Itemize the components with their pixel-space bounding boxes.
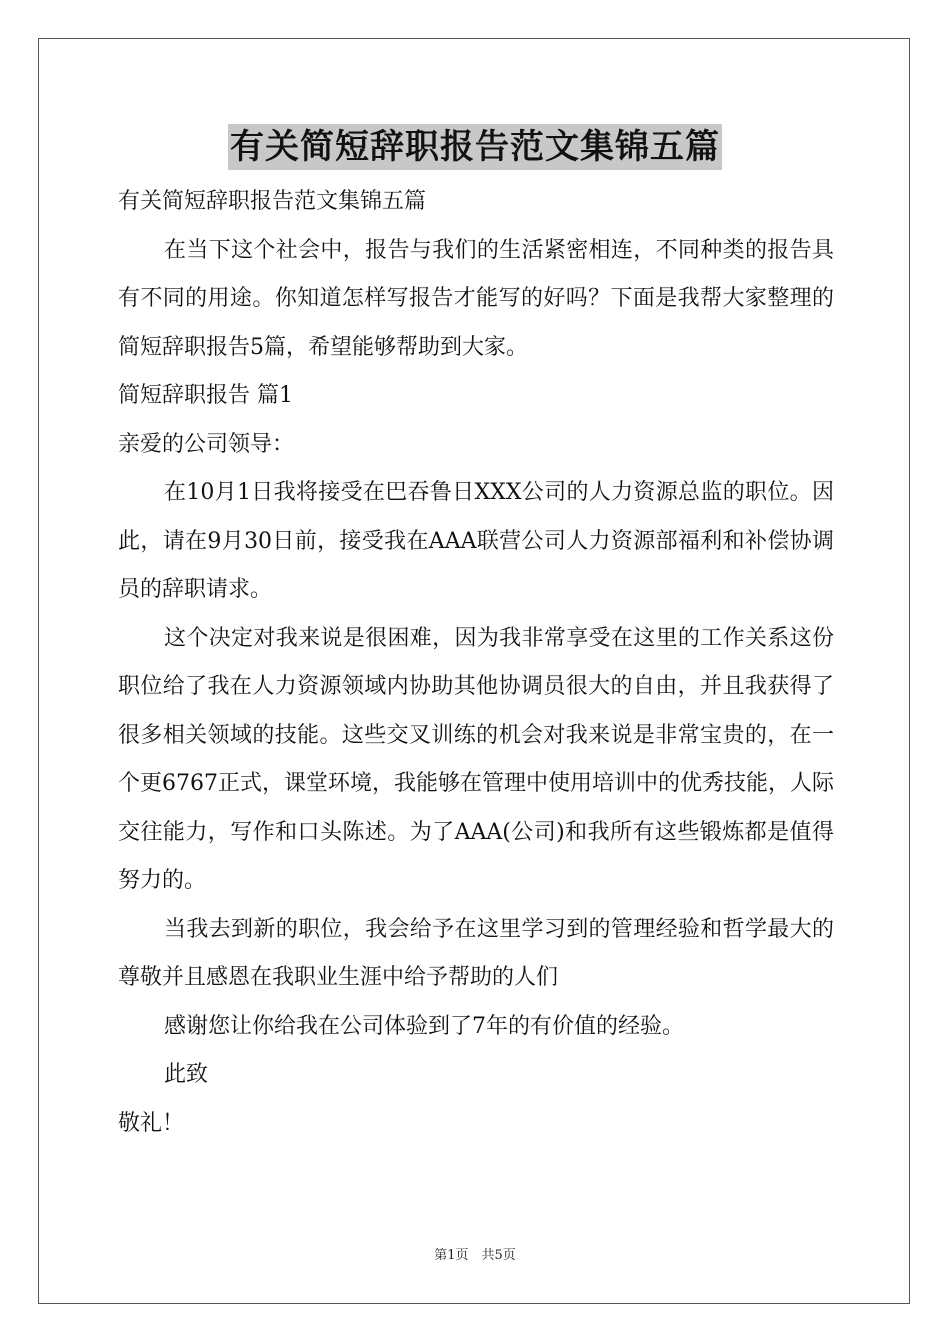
intro-paragraph: 在当下这个社会中，报告与我们的生活紧密相连，不同种类的报告具有不同的用途。你知道怎样写报告才能写的好吗？下面是我帮大家整理的简短辞职报告5篇，希望能够帮助到大家。 <box>118 237 834 360</box>
document-body <box>118 178 834 1148</box>
body-paragraph: 感谢您让你给我在公司体验到了7年的有价值的经验。 <box>164 1013 684 1039</box>
section-heading: 简短辞职报告 篇1 <box>118 383 293 408</box>
closing-line: 此致 <box>164 1062 209 1087</box>
body-paragraph: 当我去到新的职位，我会给予在这里学习到的管理经验和哲学最大的尊敬并且感恩在我职业生涯中给予帮助的人们 <box>118 916 834 990</box>
body-paragraph: 在10月1日我将接受在巴吞鲁日XXX公司的人力资源总监的职位。因此，请在9月30日前，接受我在AAA联营公司人力资源部福利和补偿协调员的辞职请求。 <box>118 480 834 602</box>
closing-regards: 敬礼！ <box>118 1110 185 1136</box>
page-number: 第1页 共5页 <box>434 1248 516 1263</box>
salutation: 亲爱的公司领导： <box>118 431 295 457</box>
document-title-container <box>0 124 950 170</box>
document-title: 有关简短辞职报告范文集锦五篇 <box>228 124 722 170</box>
body-paragraph: 这个决定对我来说是很困难，因为我非常享受在这里的工作关系这份职位给了我在人力资源领域内协助其他协调员很大的自由，并且我获得了很多相关领域的技能。这些交叉训练的机会对我来说是非常宝贵的，在一个更6767正式，课堂环境，我能够在管理中使用培训中的优秀技能，人际交往能力，写作和口头陈述。为了AAA(公司)和我所有这些锻炼都是值得努力的。 <box>118 625 834 893</box>
page-footer <box>0 1244 950 1263</box>
subtitle-line: 有关简短辞职报告范文集锦五篇 <box>118 189 427 214</box>
